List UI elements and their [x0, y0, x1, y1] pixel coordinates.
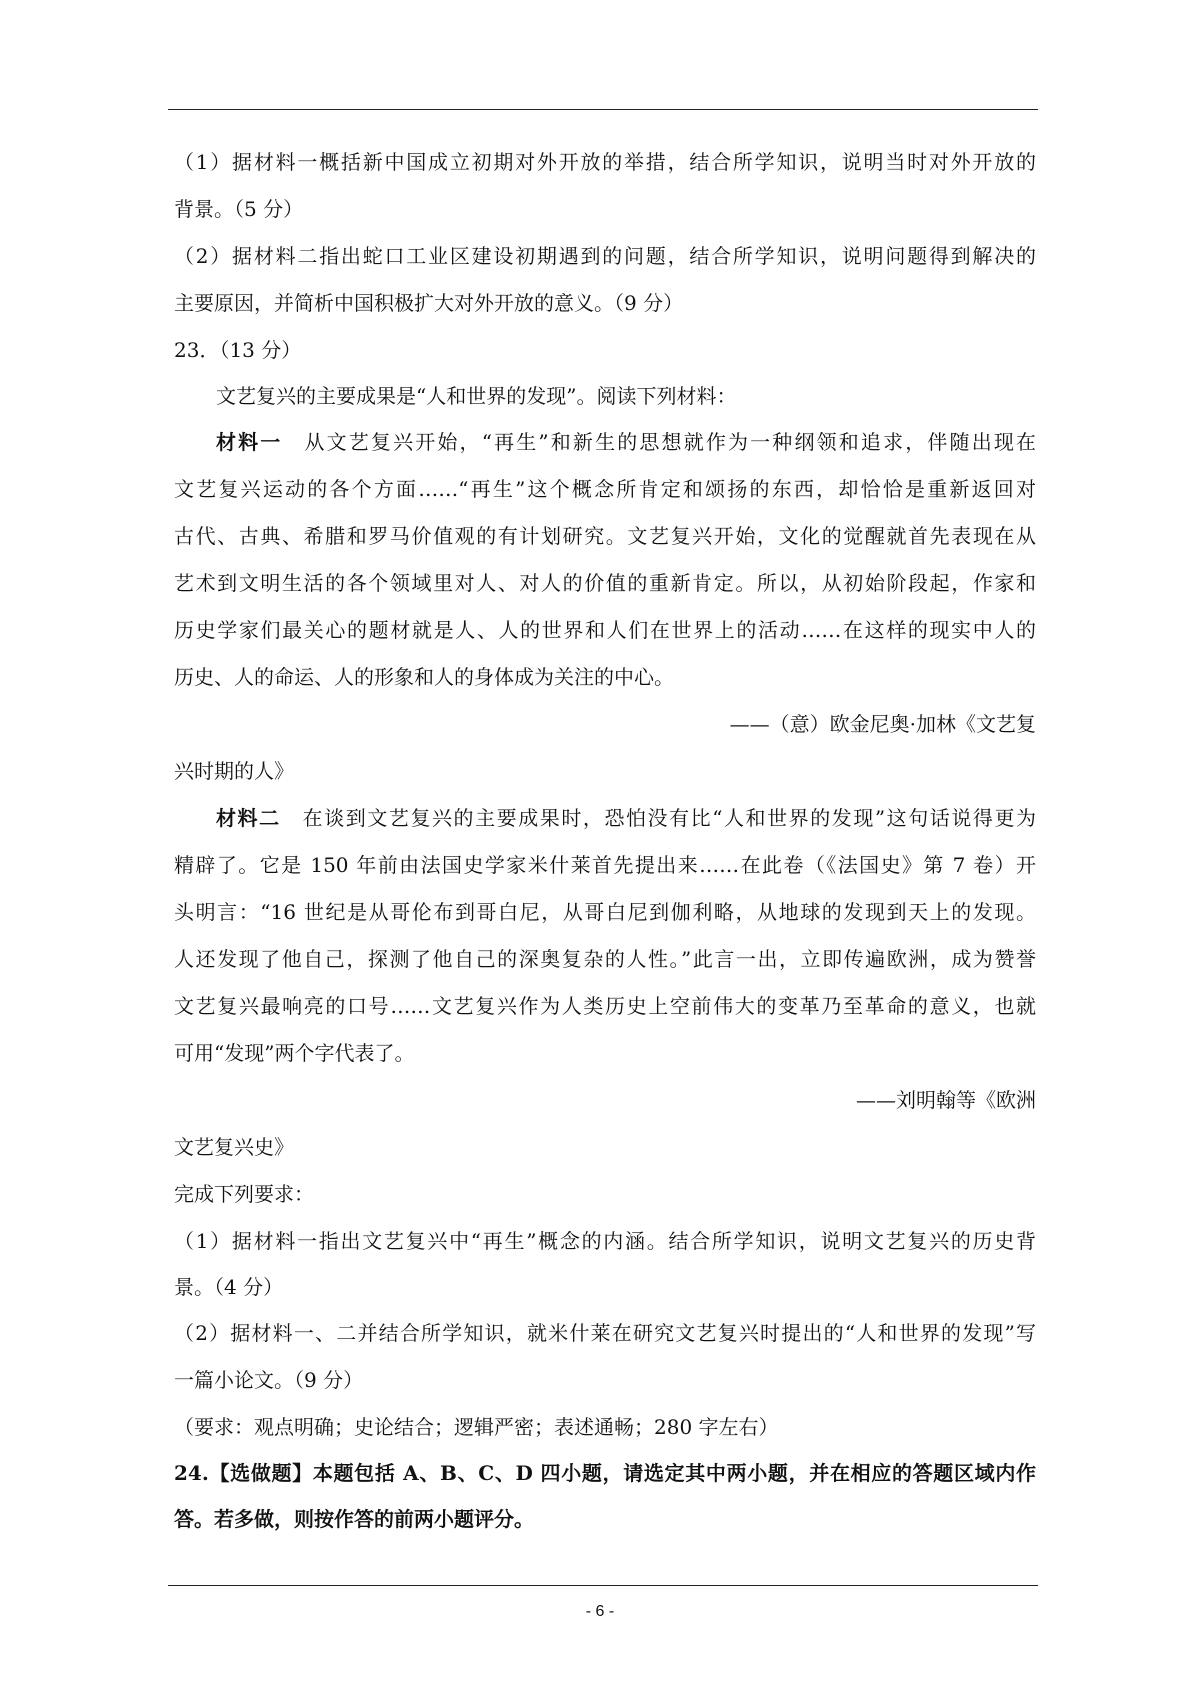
material1-line5: 历史学家们最关心的题材就是人、人的世界和人们在世界上的活动……在这样的现实中人的	[174, 618, 1036, 642]
page-number: - 6 -	[585, 1603, 615, 1620]
q23-requirements-note: （要求：观点明确；史论结合；逻辑严密；表述通畅；280 字左右）	[174, 1415, 779, 1439]
material2-line1: 材料二 在谈到文艺复兴的主要成果时，恐怕没有比“人和世界的发现”这句话说得更为	[216, 806, 1037, 830]
requirements-heading: 完成下列要求：	[174, 1182, 314, 1206]
material2-label: 材料二	[216, 806, 281, 830]
q23-part1-line2: 景。（4 分）	[174, 1275, 284, 1299]
material2-line4: 人还发现了他自己，探测了他自己的深奥复杂的人性。”此言一出，立即传遍欧洲，成为赞誉	[174, 947, 1036, 971]
q24-line2: 答。若多做，则按作答的前两小题评分。	[174, 1507, 534, 1531]
material1-line4: 艺术到文明生活的各个领域里对人、对人的价值的重新肯定。所以，从初始阶段起，作家和	[174, 571, 1036, 595]
q23-part1-line1: （1）据材料一指出文艺复兴中“再生”概念的内涵。结合所学知识，说明文艺复兴的历史背	[174, 1229, 1036, 1253]
q22-part1-line1: （1）据材料一概括新中国成立初期对外开放的举措，结合所学知识，说明当时对外开放的	[174, 150, 1036, 174]
material2-line2: 精辟了。它是 150 年前由法国史学家米什莱首先提出来……在此卷（《法国史》第 7 卷）开	[174, 853, 1036, 877]
q23-intro: 文艺复兴的主要成果是“人和世界的发现”。阅读下列材料：	[216, 384, 737, 408]
material1-line6: 历史、人的命运、人的形象和人的身体成为关注的中心。	[174, 665, 674, 689]
q22-part1-line2: 背景。（5 分）	[174, 197, 304, 221]
q24-line1: 24.【选做题】本题包括 A、B、C、D 四小题，请选定其中两小题，并在相应的答题区域内作	[174, 1461, 1036, 1485]
q23-part2-line2: 一篇小论文。（9 分）	[174, 1368, 364, 1392]
q23-heading: 23．（13 分）	[174, 338, 302, 362]
q22-part2-line2: 主要原因，并简析中国积极扩大对外开放的意义。（9 分）	[174, 291, 684, 315]
material2-line6: 可用“发现”两个字代表了。	[174, 1041, 415, 1065]
q23-part2-line1: （2）据材料一、二并结合所学知识，就米什莱在研究文艺复兴时提出的“人和世界的发现”写	[174, 1321, 1036, 1345]
material1-line2: 文艺复兴运动的各个方面……“再生”这个概念所肯定和颂扬的东西，却恰恰是重新返回对	[174, 477, 1036, 501]
material2-source-line2: 文艺复兴史》	[174, 1135, 294, 1159]
material1-label: 材料一	[216, 430, 283, 454]
material2-line5: 文艺复兴最响亮的口号……文艺复兴作为人类历史上空前伟大的变革乃至革命的意义，也就	[174, 994, 1036, 1018]
material2-source-line1: ——刘明翰等《欧洲	[856, 1088, 1036, 1112]
material1-line3: 古代、古典、希腊和罗马价值观的有计划研究。文艺复兴开始，文化的觉醒就首先表现在从	[174, 524, 1036, 548]
footer-rule	[168, 1585, 1038, 1586]
material1-source-line2: 兴时期的人》	[174, 759, 294, 783]
material2-line3: 头明言：“16 世纪是从哥伦布到哥白尼，从哥白尼到伽利略，从地球的发现到天上的发现。	[174, 900, 1036, 924]
header-rule	[168, 109, 1038, 110]
material1-line1: 材料一 从文艺复兴开始，“再生”和新生的思想就作为一种纲领和追求，伴随出现在	[216, 430, 1037, 454]
material1-source-line1: ——（意）欧金尼奥·加林《文艺复	[729, 712, 1036, 736]
q22-part2-line1: （2）据材料二指出蛇口工业区建设初期遇到的问题，结合所学知识，说明问题得到解决的	[174, 244, 1036, 268]
